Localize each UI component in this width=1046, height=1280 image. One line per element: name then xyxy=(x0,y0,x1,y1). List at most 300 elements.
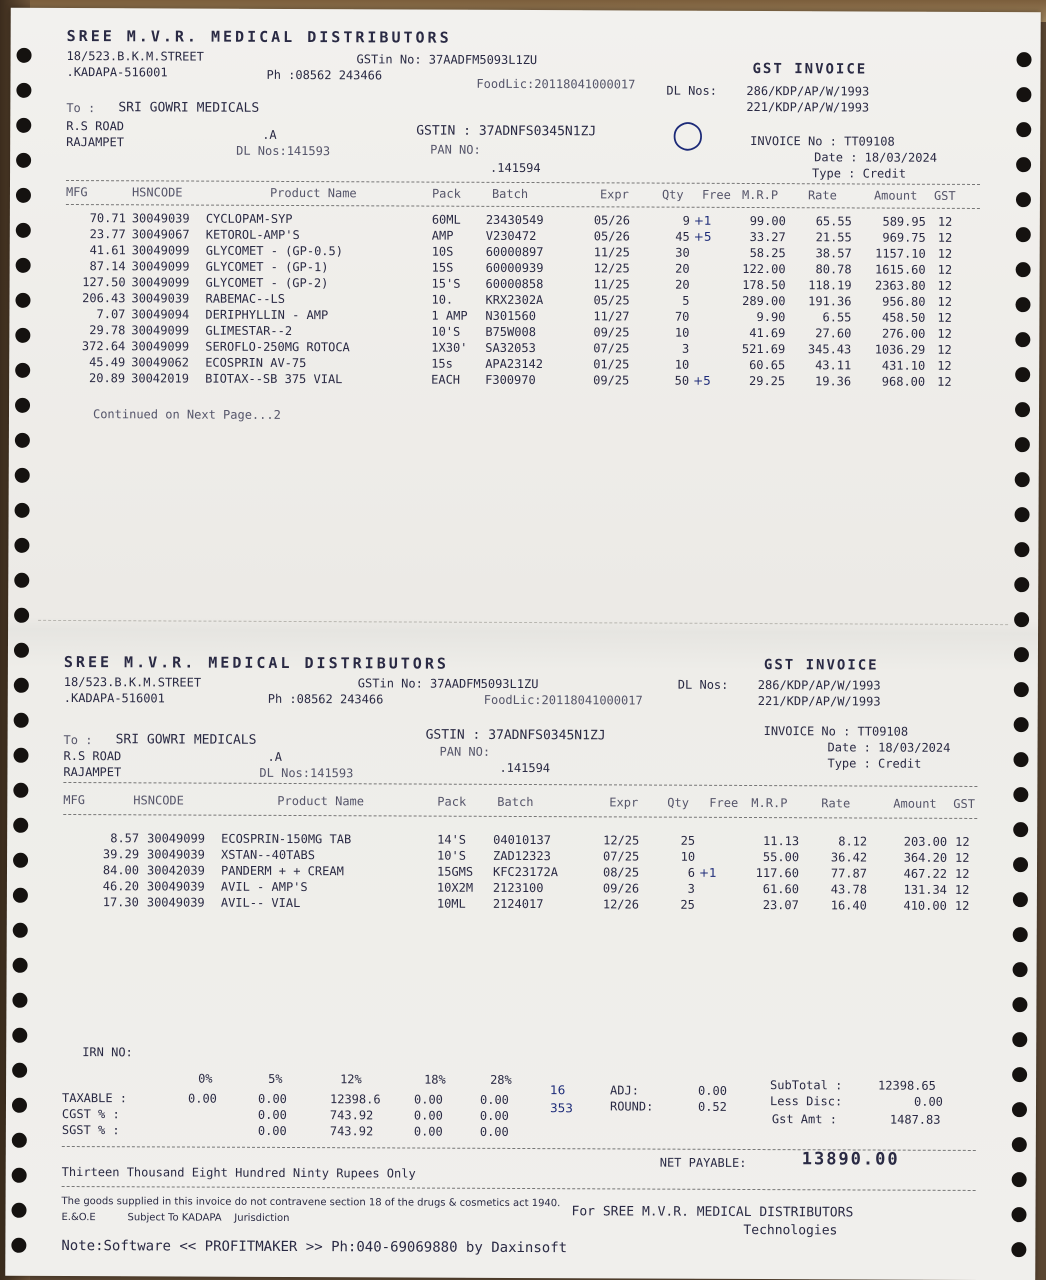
invoice-type: Type : Credit xyxy=(827,756,922,771)
cell-rate: 19.36 xyxy=(814,374,852,389)
cell-mrp: 117.60 xyxy=(755,866,800,881)
tractor-hole xyxy=(16,258,31,273)
tractor-hole xyxy=(12,1133,27,1148)
cell-amount: 131.34 xyxy=(903,882,947,897)
net-payable-value: 13890.00 xyxy=(801,1149,900,1170)
cell-batch: N301560 xyxy=(485,308,537,324)
cell-hsn: 30049039 xyxy=(146,879,205,894)
food-license: FoodLic:20118041000017 xyxy=(483,692,643,708)
tractor-hole xyxy=(1012,997,1027,1012)
col-product: Product Name xyxy=(269,185,357,201)
invoice-page-2 xyxy=(61,652,978,1257)
cell-mfg: 23.77 xyxy=(89,227,126,242)
cell-pack: 15'S xyxy=(431,276,461,291)
invoice-date: Date : 18/03/2024 xyxy=(814,150,937,165)
cell-gst: 12 xyxy=(955,834,970,849)
tractor-hole xyxy=(1013,962,1028,977)
cell-amount: 410.00 xyxy=(903,898,947,913)
customer-name: SRI GOWRI MEDICALS xyxy=(118,100,260,116)
customer-city: RAJAMPET xyxy=(63,764,122,780)
cell-name: KETOROL-AMP'S xyxy=(205,227,300,243)
handwritten-16: 16 xyxy=(550,1083,566,1098)
cell-name: AVIL - AMP'S xyxy=(220,879,308,895)
cell-free: +1 xyxy=(698,865,717,880)
customer-address-a: .A xyxy=(267,749,282,764)
col-batch: Batch xyxy=(491,186,529,202)
tractor-hole xyxy=(1015,332,1030,347)
tractor-hole xyxy=(12,1028,27,1043)
cell-mrp: 60.65 xyxy=(749,357,786,373)
cell-pack: 1X30' xyxy=(431,340,468,355)
tractor-hole xyxy=(1012,1137,1027,1152)
tractor-hole xyxy=(1016,262,1031,277)
tractor-hole xyxy=(1016,122,1031,137)
col-expr: Expr xyxy=(609,795,639,810)
col-free: Free xyxy=(709,795,739,810)
cell-qty: 25 xyxy=(680,833,696,848)
invoice-paper xyxy=(5,8,1041,1280)
col-qty: Qty xyxy=(661,187,684,202)
cell-pack: 60ML xyxy=(431,212,461,227)
tractor-hole xyxy=(16,118,31,133)
tractor-hole xyxy=(16,188,31,203)
company-gstin: GSTin No: 37AADFM5093L1ZU xyxy=(356,52,538,68)
cell-hsn: 30049099 xyxy=(131,243,190,258)
cell-mfg: 45.49 xyxy=(89,355,126,370)
cell-pack: 10'S xyxy=(437,848,467,863)
tractor-hole xyxy=(12,1168,27,1183)
tax-cell: 0.00 xyxy=(413,1092,443,1107)
cell-mrp: 11.13 xyxy=(762,834,800,849)
cell-expr: 11/25 xyxy=(593,245,630,260)
header-divider xyxy=(63,782,977,787)
cell-name: GLYCOMET - (GP-1) xyxy=(205,259,329,275)
footer-divider xyxy=(62,1186,976,1191)
cell-qty: 45 xyxy=(675,229,690,244)
cell-mfg: 127.50 xyxy=(82,275,126,290)
cell-amount: 1157.10 xyxy=(875,246,926,261)
cell-batch: SA32053 xyxy=(485,340,536,356)
tractor-hole xyxy=(1015,297,1030,312)
tractor-hole xyxy=(15,363,30,378)
cell-qty: 20 xyxy=(675,261,690,276)
cell-amount: 956.80 xyxy=(882,294,926,309)
cell-expr: 09/26 xyxy=(602,881,640,896)
tractor-hole xyxy=(1011,1207,1026,1222)
cell-gst: 12 xyxy=(954,898,970,913)
cell-free: +1 xyxy=(693,213,712,228)
col-rate: Rate xyxy=(821,796,851,811)
cell-hsn: 30049099 xyxy=(131,339,190,354)
cell-qty: 5 xyxy=(682,293,690,308)
customer-address-a: .A xyxy=(262,127,277,142)
pan-value: .141594 xyxy=(499,760,551,776)
tractor-hole xyxy=(14,678,29,693)
tractor-hole xyxy=(13,748,28,763)
tractor-hole xyxy=(16,83,31,98)
tractor-hole xyxy=(1014,682,1029,697)
cell-qty: 3 xyxy=(687,881,695,896)
cell-gst: 12 xyxy=(937,374,952,389)
software-note: Note:Software << PROFITMAKER >> Ph:040-69069880 by Daxinsoft xyxy=(61,1237,568,1257)
tractor-hole xyxy=(1014,647,1029,662)
cell-mrp: 99.00 xyxy=(749,213,786,229)
cell-amount: 458.50 xyxy=(882,310,926,325)
invoice-number: INVOICE No : TT09108 xyxy=(763,724,909,739)
cell-mfg: 372.64 xyxy=(81,339,126,354)
dl-label: DL Nos: xyxy=(677,677,729,692)
cell-hsn: 30049062 xyxy=(131,355,190,370)
gst-amt-label: Gst Amt : xyxy=(771,1112,837,1127)
cell-mfg: 41.61 xyxy=(89,243,126,258)
amount-in-words: Thirteen Thousand Eight Hundred Ninty Rupees Only xyxy=(61,1164,416,1181)
tractor-hole xyxy=(1015,472,1030,487)
cell-expr: 01/25 xyxy=(593,357,630,372)
col-amount: Amount xyxy=(873,188,918,203)
tractor-hole xyxy=(11,1203,26,1218)
cell-batch: V230472 xyxy=(485,228,537,244)
tractor-hole xyxy=(13,888,28,903)
cell-expr: 07/25 xyxy=(593,341,630,356)
customer-address: R.S ROAD xyxy=(63,748,122,764)
cell-rate: 36.42 xyxy=(830,850,868,865)
cell-gst: 12 xyxy=(937,278,953,293)
col-hsn: HSNCODE xyxy=(131,185,183,200)
cell-name: GLYCOMET - (GP-0.5) xyxy=(205,243,344,259)
continued-note: Continued on Next Page...2 xyxy=(92,407,281,422)
gst-invoice-title: GST INVOICE xyxy=(763,657,879,674)
cell-gst: 12 xyxy=(937,358,952,373)
tax-cell: 0.00 xyxy=(257,1091,287,1106)
col-gst: GST xyxy=(933,188,956,203)
cell-mrp: 521.69 xyxy=(741,341,786,357)
tractor-hole xyxy=(16,153,31,168)
dl-label: DL Nos: xyxy=(666,83,718,98)
company-name: SREE M.V.R. MEDICAL DISTRIBUTORS xyxy=(66,27,452,47)
cell-rate: 6.55 xyxy=(822,310,852,325)
cell-mfg: 39.29 xyxy=(102,847,140,862)
cell-pack: 15s xyxy=(431,356,453,371)
col-mfg: MFG xyxy=(63,792,86,808)
tax-rate-header: 18% xyxy=(424,1072,446,1087)
cell-rate: 43.78 xyxy=(830,882,867,897)
cell-batch: 60000897 xyxy=(485,244,544,260)
cell-expr: 05/25 xyxy=(593,293,630,308)
cell-amount: 431.10 xyxy=(881,358,926,373)
cell-name: GLYCOMET - (GP-2) xyxy=(205,275,329,291)
company-name: SREE M.V.R. MEDICAL DISTRIBUTORS xyxy=(63,652,449,673)
cell-qty: 20 xyxy=(675,277,690,292)
cell-hsn: 30042019 xyxy=(131,371,189,386)
less-disc-value: 0.00 xyxy=(913,1094,943,1109)
cell-gst: 12 xyxy=(954,882,970,897)
company-gstin: GSTin No: 37AADFM5093L1ZU xyxy=(357,676,539,692)
cell-hsn: 30049099 xyxy=(131,275,190,290)
tractor-hole xyxy=(12,1098,27,1113)
tractor-hole xyxy=(1015,402,1030,417)
cell-mrp: 289.00 xyxy=(742,293,786,309)
cell-hsn: 30049039 xyxy=(131,291,190,306)
cell-qty: 50 xyxy=(674,373,690,388)
col-amount: Amount xyxy=(893,796,937,811)
tractor-hole xyxy=(15,433,30,448)
cell-gst: 12 xyxy=(937,310,952,325)
cell-qty: 25 xyxy=(680,897,695,912)
tractor-hole xyxy=(11,1238,26,1253)
cell-qty: 70 xyxy=(674,309,690,324)
tractor-hole xyxy=(13,923,28,938)
cell-gst: 12 xyxy=(954,866,970,881)
column-headers xyxy=(63,792,977,812)
cell-qty: 3 xyxy=(682,341,690,356)
invoice-date: Date : 18/03/2024 xyxy=(827,740,951,755)
customer-gstin: GSTIN : 37ADNFS0345N1ZJ xyxy=(425,727,606,744)
cell-batch: F300970 xyxy=(485,372,536,388)
food-license: FoodLic:20118041000017 xyxy=(476,76,636,92)
cell-gst: 12 xyxy=(937,246,953,261)
cell-hsn: 30049039 xyxy=(146,895,205,910)
cell-pack: EACH xyxy=(431,372,461,387)
col-product: Product Name xyxy=(277,793,365,809)
tax-cell: 0.00 xyxy=(257,1123,287,1138)
cell-pack: 14'S xyxy=(437,832,467,847)
cell-mrp: 58.25 xyxy=(749,245,786,261)
cell-hsn: 30049039 xyxy=(131,211,190,226)
cell-gst: 12 xyxy=(937,294,952,309)
dl-number-1: 286/KDP/AP/W/1993 xyxy=(757,678,881,693)
cell-hsn: 30049067 xyxy=(131,227,190,242)
cell-expr: 12/25 xyxy=(593,261,630,276)
round-label: ROUND: xyxy=(609,1099,654,1114)
tax-row-label: SGST % : xyxy=(61,1122,120,1138)
cell-pack: 10'S xyxy=(431,324,461,339)
cell-amount: 969.75 xyxy=(882,230,926,245)
cell-qty: 6 xyxy=(687,865,696,880)
tractor-hole xyxy=(1013,892,1028,907)
cell-rate: 65.55 xyxy=(815,214,852,229)
tractor-hole xyxy=(1016,227,1031,242)
col-free: Free xyxy=(701,187,731,202)
cell-gst: 12 xyxy=(937,326,952,341)
cell-qty: 10 xyxy=(674,357,690,372)
cell-pack: 10. xyxy=(431,292,454,307)
tractor-hole xyxy=(13,783,28,798)
cell-gst: 12 xyxy=(937,342,952,357)
dl-number-2: 221/KDP/AP/W/1993 xyxy=(746,99,870,115)
cell-expr: 11/27 xyxy=(593,309,630,324)
invoice-page-1 xyxy=(65,18,981,422)
tractor-hole xyxy=(1014,717,1029,732)
tax-cell: 0.00 xyxy=(413,1108,443,1123)
handwritten-353: 353 xyxy=(549,1101,573,1116)
cell-mfg: 20.89 xyxy=(89,371,126,386)
table-row xyxy=(63,894,977,914)
col-mrp: M.R.P xyxy=(741,187,779,203)
cell-gst: 12 xyxy=(937,214,953,229)
tax-row-label: TAXABLE : xyxy=(61,1090,128,1106)
adj-label: ADJ: xyxy=(610,1083,639,1098)
invoice-number: INVOICE No : TT09108 xyxy=(750,133,895,149)
tractor-hole xyxy=(1012,1032,1027,1047)
cell-name: BIOTAX--SB 375 VIAL xyxy=(205,371,343,387)
cell-expr: 12/26 xyxy=(602,897,640,912)
company-phone: Ph :08562 243466 xyxy=(266,67,383,83)
cell-mrp: 178.50 xyxy=(742,277,786,293)
cell-name: DERIPHYLLIN - AMP xyxy=(205,307,329,323)
to-label: To : xyxy=(63,732,93,748)
cell-mfg: 206.43 xyxy=(82,291,126,306)
cell-mfg: 87.14 xyxy=(89,259,126,274)
company-address: 18/523.B.K.M.STREET xyxy=(63,674,202,690)
cell-mrp: 23.07 xyxy=(762,898,799,913)
pan-label: PAN NO: xyxy=(439,744,491,759)
tractor-hole xyxy=(14,538,29,553)
tractor-hole xyxy=(15,468,30,483)
cell-rate: 191.36 xyxy=(808,294,852,309)
cell-batch: KFC23172A xyxy=(492,864,559,880)
cell-hsn: 30042039 xyxy=(146,863,205,878)
cell-batch: ZAD12323 xyxy=(493,848,551,864)
tractor-hole xyxy=(15,293,30,308)
cell-amount: 968.00 xyxy=(881,374,926,389)
tax-cell: 0.00 xyxy=(187,1091,217,1106)
cell-mrp: 29.25 xyxy=(748,373,786,389)
customer-address: R.S ROAD xyxy=(66,119,125,134)
cell-name: ECOSPRIN AV-75 xyxy=(205,355,307,371)
cell-hsn: 30049099 xyxy=(131,323,190,338)
cell-name: PANDERM + + CREAM xyxy=(220,863,344,879)
col-mfg: MFG xyxy=(65,185,88,200)
cell-rate: 38.57 xyxy=(815,246,852,261)
tractor-hole xyxy=(1014,542,1029,557)
dl-number-2: 221/KDP/AP/W/1993 xyxy=(757,694,881,709)
tractor-hole xyxy=(1015,367,1030,382)
tractor-hole xyxy=(1014,577,1029,592)
invoice-type: Type : Credit xyxy=(812,166,907,181)
cell-qty: 9 xyxy=(682,213,690,228)
cell-amount: 2363.80 xyxy=(874,278,926,293)
cell-amount: 364.20 xyxy=(903,850,948,865)
handwritten-circle-mark: ◯ xyxy=(672,117,704,151)
cell-expr: 09/25 xyxy=(593,373,630,388)
pan-label: PAN NO: xyxy=(430,142,481,157)
cell-gst: 12 xyxy=(937,230,953,245)
cell-batch: APA23142 xyxy=(485,356,544,372)
cell-rate: 118.19 xyxy=(808,278,852,293)
col-pack: Pack xyxy=(431,186,461,201)
tax-cell: 0.00 xyxy=(479,1092,509,1107)
cell-mrp: 122.00 xyxy=(742,261,786,277)
cell-mfg: 17.30 xyxy=(102,895,139,910)
tractor-hole xyxy=(14,608,29,623)
col-hsn: HSNCODE xyxy=(133,793,184,808)
customer-city: RAJAMPET xyxy=(66,135,125,150)
customer-gstin: GSTIN : 37ADNFS0345N1ZJ xyxy=(416,123,597,140)
cell-hsn: 30049099 xyxy=(147,831,205,846)
cell-mrp: 41.69 xyxy=(749,325,786,341)
cell-pack: 15S xyxy=(431,260,454,275)
cell-pack: 10ML xyxy=(436,896,466,911)
tractor-hole xyxy=(15,398,30,413)
cell-qty: 10 xyxy=(680,849,696,864)
items-table-page-1 xyxy=(66,210,980,389)
cell-expr: 05/26 xyxy=(593,213,631,228)
tax-rate-header: 5% xyxy=(268,1071,283,1086)
cell-expr: 08/25 xyxy=(602,865,640,880)
cell-batch: 23430549 xyxy=(485,212,544,228)
tax-cell: 743.92 xyxy=(329,1124,374,1139)
tractor-hole xyxy=(14,573,29,588)
tractor-hole xyxy=(16,223,31,238)
tractor-hole xyxy=(1013,752,1028,767)
tractor-hole xyxy=(1014,612,1029,627)
cell-mfg: 70.71 xyxy=(89,211,126,226)
company-city: .KADAPA-516001 xyxy=(63,690,165,706)
column-divider xyxy=(66,204,980,209)
cell-qty: 10 xyxy=(674,325,690,340)
cell-rate: 27.60 xyxy=(815,326,852,341)
cell-expr: 09/25 xyxy=(593,325,630,340)
less-disc-label: Less Disc: xyxy=(769,1094,843,1109)
tax-cell: 743.92 xyxy=(329,1108,374,1123)
cell-rate: 77.87 xyxy=(830,866,868,881)
cell-hsn: 30049094 xyxy=(131,307,190,322)
irn-label: IRN NO: xyxy=(82,1045,133,1060)
cell-name: XSTAN--40TABS xyxy=(221,847,316,863)
dl-number-1: 286/KDP/AP/W/1993 xyxy=(746,83,870,99)
tractor-hole xyxy=(1015,507,1030,522)
tax-rate-header: 0% xyxy=(198,1071,213,1086)
tractor-hole xyxy=(1015,437,1030,452)
cell-free: +5 xyxy=(693,373,711,388)
col-mrp: M.R.P xyxy=(751,795,788,811)
tractor-hole xyxy=(14,713,29,728)
tractor-hole xyxy=(1016,192,1031,207)
pan-value: .141594 xyxy=(490,160,541,176)
cell-amount: 276.00 xyxy=(881,326,926,341)
subtotal-label: SubTotal : xyxy=(770,1078,843,1093)
cell-name: AVIL-- VIAL xyxy=(220,895,301,911)
cell-rate: 8.12 xyxy=(838,834,868,849)
tractor-hole xyxy=(17,48,32,63)
cell-name: ECOSPRIN-150MG TAB xyxy=(221,831,352,847)
company-phone: Ph :08562 243466 xyxy=(267,691,384,707)
cell-amount: 203.00 xyxy=(903,834,948,849)
adj-value: 0.00 xyxy=(698,1083,727,1098)
cell-rate: 345.43 xyxy=(807,342,852,357)
cell-batch: 2123100 xyxy=(492,880,544,896)
cell-expr: 07/25 xyxy=(603,849,640,864)
cell-mfg: 84.00 xyxy=(102,863,140,878)
tax-cell: 0.00 xyxy=(413,1124,443,1139)
tractor-hole xyxy=(13,853,28,868)
cell-mrp: 9.90 xyxy=(756,310,786,325)
tractor-hole xyxy=(1013,857,1028,872)
cell-batch: 04010137 xyxy=(493,832,551,848)
tax-rate-header: 12% xyxy=(340,1072,362,1087)
col-expr: Expr xyxy=(599,187,629,202)
cell-mfg: 8.57 xyxy=(110,831,140,846)
cell-expr: 12/25 xyxy=(603,833,640,848)
tractor-hole xyxy=(14,643,29,658)
tractor-hole xyxy=(12,993,27,1008)
tax-cell: 0.00 xyxy=(479,1124,509,1139)
jurisdiction-text: Subject To KADAPA Jurisdiction xyxy=(127,1212,290,1224)
cell-rate: 43.11 xyxy=(815,358,852,373)
tractor-hole xyxy=(12,1063,27,1078)
col-pack: Pack xyxy=(437,794,467,809)
tax-rate-header: 28% xyxy=(490,1072,512,1087)
